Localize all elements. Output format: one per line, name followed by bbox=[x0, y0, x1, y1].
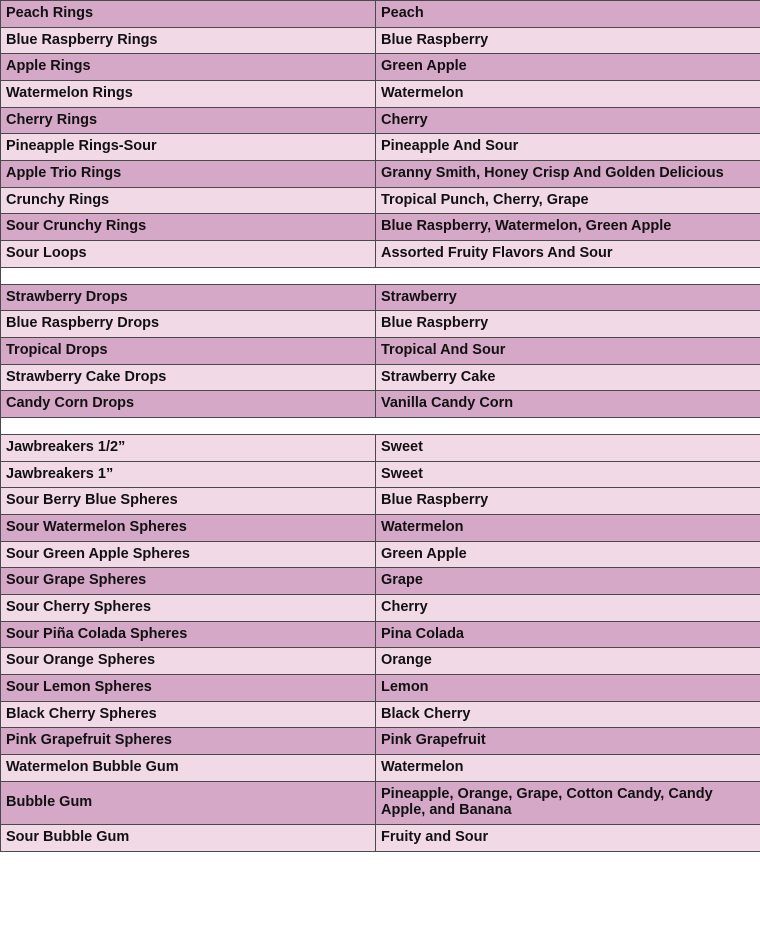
flavor-cell: Sweet bbox=[376, 461, 760, 488]
flavor-cell: Cherry bbox=[376, 595, 760, 622]
product-cell: Bubble Gum bbox=[1, 781, 376, 824]
section-spacer bbox=[1, 267, 760, 284]
product-cell: Blue Raspberry Rings bbox=[1, 27, 376, 54]
table-row bbox=[1, 568, 760, 595]
section-spacer-cell bbox=[1, 267, 760, 284]
table-row bbox=[1, 54, 760, 81]
product-cell: Blue Raspberry Drops bbox=[1, 311, 376, 338]
flavor-cell: Strawberry Cake bbox=[376, 364, 760, 391]
product-cell: Sour Green Apple Spheres bbox=[1, 541, 376, 568]
table-row bbox=[1, 515, 760, 542]
flavor-cell: Orange bbox=[376, 648, 760, 675]
table-row bbox=[1, 391, 760, 418]
flavor-cell: Watermelon bbox=[376, 515, 760, 542]
product-cell: Sour Lemon Spheres bbox=[1, 675, 376, 702]
flavor-cell: Lemon bbox=[376, 675, 760, 702]
table-row bbox=[1, 284, 760, 311]
table-row bbox=[1, 214, 760, 241]
table-row bbox=[1, 27, 760, 54]
table-row bbox=[1, 675, 760, 702]
product-cell: Strawberry Cake Drops bbox=[1, 364, 376, 391]
product-cell: Black Cherry Spheres bbox=[1, 701, 376, 728]
flavor-cell: Pink Grapefruit bbox=[376, 728, 760, 755]
product-cell: Peach Rings bbox=[1, 1, 376, 28]
flavor-cell: Granny Smith, Honey Crisp And Golden Delicious bbox=[376, 161, 760, 188]
section-spacer-cell bbox=[1, 418, 760, 435]
product-cell: Pink Grapefruit Spheres bbox=[1, 728, 376, 755]
table-row bbox=[1, 488, 760, 515]
flavor-cell: Peach bbox=[376, 1, 760, 28]
table-row bbox=[1, 648, 760, 675]
product-cell: Sour Orange Spheres bbox=[1, 648, 376, 675]
flavor-cell: Tropical And Sour bbox=[376, 338, 760, 365]
table-row bbox=[1, 81, 760, 108]
flavor-cell: Green Apple bbox=[376, 54, 760, 81]
flavor-cell: Cherry bbox=[376, 107, 760, 134]
flavor-cell: Fruity and Sour bbox=[376, 825, 760, 852]
product-cell: Pineapple Rings-Sour bbox=[1, 134, 376, 161]
flavor-cell: Watermelon bbox=[376, 755, 760, 782]
table-row bbox=[1, 241, 760, 268]
product-cell: Jawbreakers 1/2” bbox=[1, 435, 376, 462]
flavor-cell: Tropical Punch, Cherry, Grape bbox=[376, 187, 760, 214]
flavor-cell: Vanilla Candy Corn bbox=[376, 391, 760, 418]
product-cell: Sour Cherry Spheres bbox=[1, 595, 376, 622]
product-cell: Candy Corn Drops bbox=[1, 391, 376, 418]
flavor-cell: Black Cherry bbox=[376, 701, 760, 728]
product-cell: Sour Grape Spheres bbox=[1, 568, 376, 595]
flavor-cell: Blue Raspberry bbox=[376, 311, 760, 338]
table-row bbox=[1, 161, 760, 188]
flavor-cell: Pina Colada bbox=[376, 621, 760, 648]
table-row bbox=[1, 541, 760, 568]
product-cell: Cherry Rings bbox=[1, 107, 376, 134]
product-cell: Apple Rings bbox=[1, 54, 376, 81]
table-row bbox=[1, 1, 760, 28]
product-cell: Sour Loops bbox=[1, 241, 376, 268]
product-cell: Sour Crunchy Rings bbox=[1, 214, 376, 241]
table-row bbox=[1, 435, 760, 462]
product-cell: Jawbreakers 1” bbox=[1, 461, 376, 488]
product-cell: Sour Berry Blue Spheres bbox=[1, 488, 376, 515]
flavor-cell: Assorted Fruity Flavors And Sour bbox=[376, 241, 760, 268]
table-row bbox=[1, 134, 760, 161]
table-body bbox=[1, 1, 760, 852]
flavor-cell: Strawberry bbox=[376, 284, 760, 311]
flavor-cell: Blue Raspberry bbox=[376, 488, 760, 515]
product-cell: Crunchy Rings bbox=[1, 187, 376, 214]
product-cell: Strawberry Drops bbox=[1, 284, 376, 311]
product-cell: Apple Trio Rings bbox=[1, 161, 376, 188]
table-row bbox=[1, 311, 760, 338]
table-row bbox=[1, 728, 760, 755]
table-row bbox=[1, 364, 760, 391]
flavor-cell: Pineapple And Sour bbox=[376, 134, 760, 161]
table-row bbox=[1, 461, 760, 488]
table-row bbox=[1, 701, 760, 728]
product-cell: Sour Piña Colada Spheres bbox=[1, 621, 376, 648]
flavor-cell: Blue Raspberry, Watermelon, Green Apple bbox=[376, 214, 760, 241]
flavor-cell: Pineapple, Orange, Grape, Cotton Candy, Candy Apple, and Banana bbox=[376, 781, 760, 824]
table-row bbox=[1, 781, 760, 824]
product-cell: Watermelon Rings bbox=[1, 81, 376, 108]
flavor-cell: Green Apple bbox=[376, 541, 760, 568]
product-cell: Watermelon Bubble Gum bbox=[1, 755, 376, 782]
table-row bbox=[1, 755, 760, 782]
table-row bbox=[1, 187, 760, 214]
section-spacer bbox=[1, 418, 760, 435]
flavor-cell: Watermelon bbox=[376, 81, 760, 108]
flavor-cell: Blue Raspberry bbox=[376, 27, 760, 54]
table-row bbox=[1, 338, 760, 365]
flavor-cell: Sweet bbox=[376, 435, 760, 462]
table-row bbox=[1, 107, 760, 134]
table-row bbox=[1, 825, 760, 852]
product-cell: Sour Watermelon Spheres bbox=[1, 515, 376, 542]
product-cell: Tropical Drops bbox=[1, 338, 376, 365]
table-row bbox=[1, 621, 760, 648]
product-cell: Sour Bubble Gum bbox=[1, 825, 376, 852]
table-row bbox=[1, 595, 760, 622]
flavor-cell: Grape bbox=[376, 568, 760, 595]
